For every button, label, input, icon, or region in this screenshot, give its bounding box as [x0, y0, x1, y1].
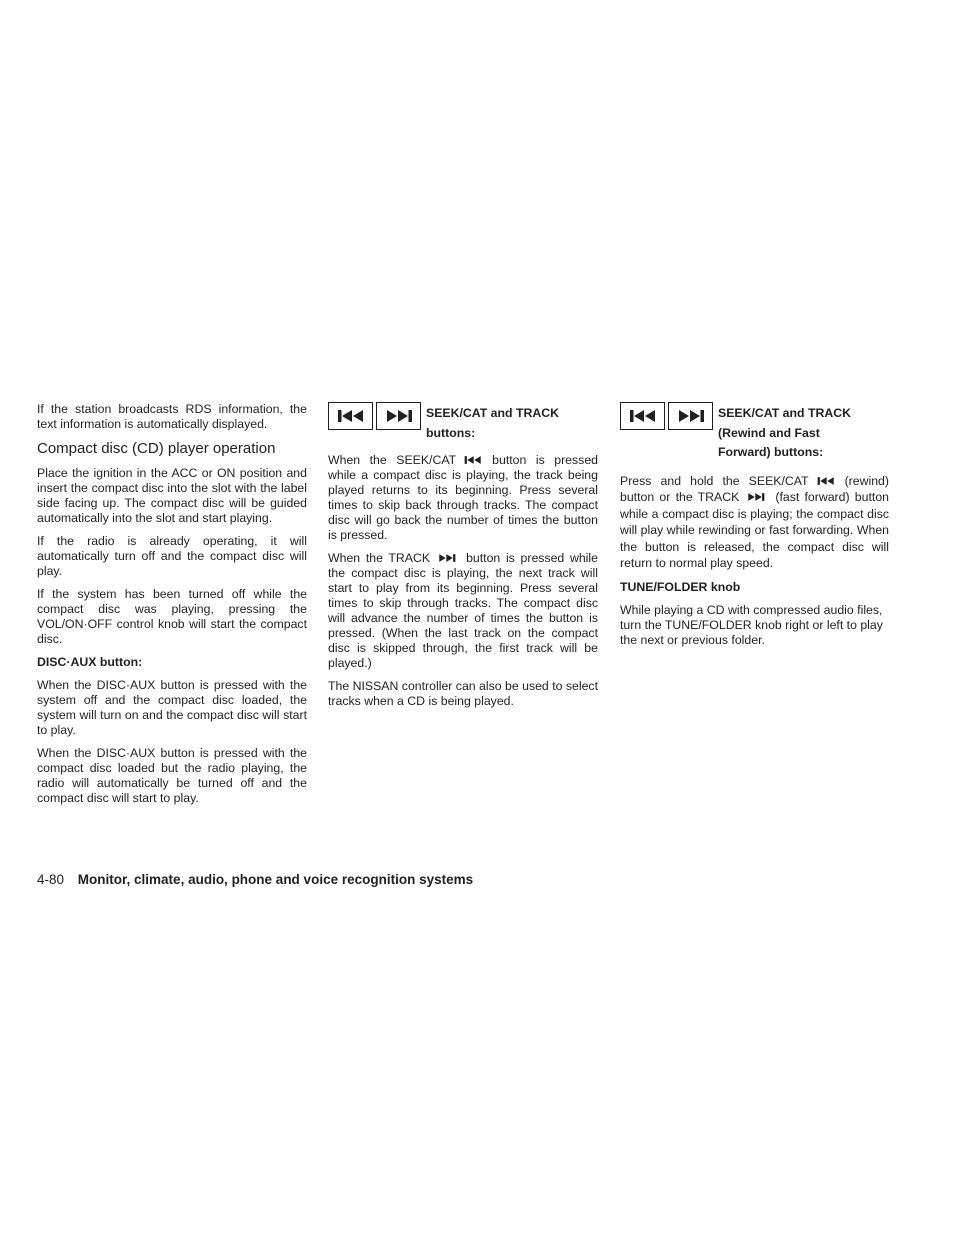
seek-back-icon [817, 476, 835, 486]
rewind-paragraph-mid: (rewind) button or the TRACK [620, 473, 889, 504]
track-forward-icon [385, 409, 413, 423]
section-title: Monitor, climate, audio, phone and voice recognition systems [77, 872, 474, 887]
tune-folder-paragraph: While playing a CD with compressed audio files, turn the TUNE/FOLDER knob right or left to play the next or previous folder. [620, 602, 883, 647]
cd-insert-paragraph: Place the ignition in the ACC or ON position and insert the compact disc into the slot with the label side facing up. The compact disc will be guided automatically into the slot and start playing. [37, 466, 307, 525]
disc-aux-heading: DISC·AUX button: [37, 655, 143, 669]
rewind-ff-title-line-3: Forward) buttons: [718, 445, 824, 459]
track-forward-button-figure [376, 402, 421, 430]
seek-back-icon [629, 409, 657, 423]
seek-back-button-figure [620, 402, 665, 430]
seek-track-title-line-1: SEEK/CAT and TRACK [426, 406, 559, 420]
seek-paragraph-rest: button is pressed while a compact disc is playing, the track being played returns to its beginning. Press several times to skip back through tracks. The compact disc will go back the number of times the button is pressed. [328, 453, 598, 542]
disc-aux-paragraph-2: When the DISC·AUX button is pressed with the compact disc loaded but the radio playing, the radio will automatically be turned off and the compact disc will start to play. [37, 746, 307, 805]
seek-track-title-line-2: buttons: [426, 425, 476, 440]
column-1 [37, 402, 307, 814]
track-forward-icon [677, 409, 705, 423]
column-3 [620, 402, 889, 656]
nissan-controller-paragraph: The NISSAN controller can also be used to select tracks when a CD is being played. [328, 679, 598, 708]
rewind-ff-title-line-2: (Rewind and Fast [718, 425, 820, 440]
rewind-ff-title-line-1: SEEK/CAT and TRACK [718, 406, 851, 420]
disc-aux-paragraph-1: When the DISC·AUX button is pressed with the system off and the compact disc loaded, the system will turn on and the compact disc will start to play. [37, 678, 307, 737]
tune-folder-heading: TUNE/FOLDER knob [620, 579, 741, 594]
track-paragraph [328, 551, 598, 671]
section-heading-cd: Compact disc (CD) player operation [37, 440, 276, 457]
seek-track-title [426, 404, 559, 443]
seek-track-header [328, 402, 598, 443]
rewind-ff-title [718, 404, 851, 463]
rewind-ff-header [620, 402, 889, 463]
rewind-paragraph-rest: (fast forward) button while a compact disc is playing; the compact disc will play while rewinding or fast forwarding. When the button is released, the compact disc will return to normal play speed. [620, 490, 889, 570]
radio-operating-paragraph: If the radio is already operating, it will automatically turn off and the compact disc will play. [37, 534, 307, 578]
rewind-ff-paragraph [620, 473, 889, 572]
page-footer [37, 872, 473, 887]
track-forward-icon [438, 553, 456, 563]
seek-back-icon [337, 409, 365, 423]
seek-paragraph [328, 453, 598, 543]
rewind-paragraph-start: Press and hold the SEEK/CAT [620, 473, 809, 488]
track-forward-icon [747, 492, 765, 502]
track-paragraph-start: When the TRACK [328, 551, 431, 565]
system-off-paragraph: If the system has been turned off while the compact disc was playing, pressing the VOL/ON·OFF control knob will start the compact disc. [37, 587, 307, 646]
rds-paragraph: If the station broadcasts RDS information, the text information is automatically displayed. [37, 402, 307, 431]
column-2 [328, 402, 598, 717]
seek-back-icon [464, 455, 482, 465]
page-number: 4-80 [37, 872, 65, 887]
track-paragraph-rest: button is pressed while the compact disc is playing, the next track will start to play from its beginning. Press several times to skip through tracks. The compact disc will advance the number of times the button is pressed. (When the last track on the compact disc is skipped through, the first track will be played.) [328, 551, 598, 670]
track-forward-button-figure [668, 402, 713, 430]
seek-back-button-figure [328, 402, 373, 430]
seek-paragraph-start: When the SEEK/CAT [328, 453, 457, 467]
